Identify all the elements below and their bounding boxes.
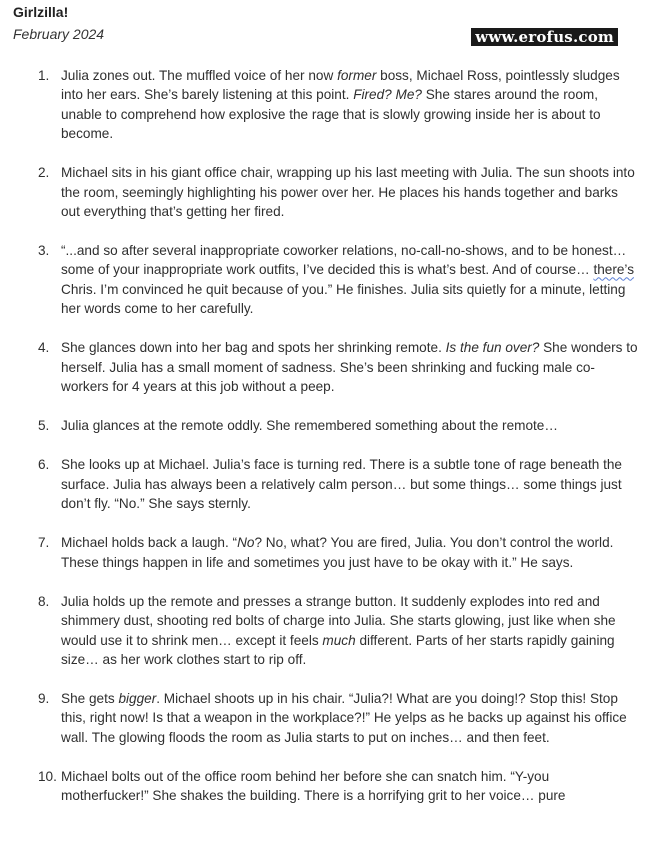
text-segment: ? No, what? You are fired, Julia. You don’t control the world. These things happen in life and sometimes you just have to be okay with it.” He says. — [61, 535, 614, 570]
document-title: Girlzilla! — [13, 4, 69, 20]
item-text — [61, 418, 558, 433]
story-item — [38, 66, 640, 144]
item-text — [61, 535, 613, 569]
document-date: February 2024 — [13, 26, 105, 42]
item-text — [61, 769, 565, 803]
text-segment: . Michael shoots up in his chair. “Julia?! What are you doing!? Stop this! Stop this, right now! Is that a weapon in the workplace?!” He yelps as he backs up against his office wall. The glowing floods the room as Julia starts to put on inches… and then feet. — [61, 690, 627, 745]
text-segment: “...and so after several inappropriate coworker relations, no-call-no-shows, and to be honest… some of your inappropriate work outfits, I’ve decided this is what’s best. And of course… — [61, 243, 627, 278]
item-number: 7. — [38, 535, 50, 551]
story-item — [38, 241, 640, 319]
text-segment: boss, Michael Ross, pointlessly sludges into her ears. She’s barely listening at this point. — [61, 68, 620, 103]
text-segment: Julia zones out. The muffled voice of her now — [61, 68, 338, 83]
story-item — [38, 455, 640, 513]
emphasis-text: No — [237, 535, 255, 551]
story-item — [38, 338, 640, 396]
watermark: www.erofus.com — [471, 28, 618, 46]
text-segment: She stares around the room, unable to comprehend how explosive the rage that is slowly growing inside her is about to become. — [61, 87, 601, 142]
text-segment: Julia holds up the remote and presses a strange button. It suddenly explodes into red and shimmery dust, shooting red bolts of charge into Julia. She starts glowing, just like when she would use it to shrink men… except it feels — [61, 593, 616, 648]
item-text — [61, 340, 638, 394]
text-segment: She gets — [61, 690, 119, 706]
emphasis-text: Fired? Me? — [353, 87, 422, 103]
item-text — [61, 243, 634, 316]
text-segment: Michael sits in his giant office chair, wrapping up his last meeting with Julia. The sun shoots into the room, seemingly highlighting his power over her. He places his hands together and barks out everything that’s getting her fired. — [61, 165, 635, 220]
item-number: 2. — [38, 165, 50, 181]
item-text — [61, 165, 635, 219]
story-item — [38, 533, 640, 572]
text-segment: Michael holds back a laugh. “ — [61, 535, 238, 551]
text-segment: Chris. I’m convinced he quit because of you.” He finishes. Julia sits quietly for a minute, letting her words come to her carefully. — [61, 281, 626, 317]
item-number: 5. — [38, 418, 50, 434]
emphasis-text: former — [337, 68, 377, 83]
item-text — [61, 691, 627, 745]
story-list — [38, 66, 640, 806]
item-number: 3. — [38, 243, 50, 259]
item-number: 8. — [38, 593, 50, 609]
item-number: 4. — [38, 340, 50, 356]
item-number: 9. — [38, 690, 50, 706]
story-item — [38, 767, 640, 806]
item-text — [61, 457, 622, 511]
item-text — [61, 68, 620, 141]
item-number: 6. — [38, 457, 50, 473]
item-number: 10. — [38, 768, 57, 784]
text-segment: Michael bolts out of the office room behind her before she can snatch him. “Y-you motherfucker!” She shakes the building. There is a horrifying grit to her voice… pure — [61, 768, 566, 804]
text-segment: She looks up at Michael. Julia’s face is turning red. There is a subtle tone of rage beneath the surface. Julia has always been a relatively calm person… but some things… some things just don’t fly. “No.” She says sternly. — [61, 457, 622, 512]
item-text — [61, 594, 616, 667]
emphasis-text: Is the fun over? — [445, 340, 540, 356]
emphasis-text: much — [322, 632, 356, 648]
emphasis-text: bigger — [118, 690, 157, 706]
story-item — [38, 592, 640, 670]
item-number: 1. — [38, 68, 50, 83]
story-item — [38, 416, 640, 435]
story-item — [38, 689, 640, 747]
spellcheck-flagged-word: there’s — [593, 262, 635, 278]
text-segment: Julia glances at the remote oddly. She remembered something about the remote… — [61, 418, 558, 434]
text-segment: different. Parts of her starts rapidly gaining size… as her work clothes start to rip off. — [61, 632, 615, 667]
text-segment: She glances down into her bag and spots her shrinking remote. — [61, 340, 446, 356]
story-item — [38, 163, 640, 221]
text-segment: She wonders to herself. Julia has a small moment of sadness. She’s been shrinking and fucking male co-workers for 4 years at this job without a peep. — [61, 340, 638, 395]
